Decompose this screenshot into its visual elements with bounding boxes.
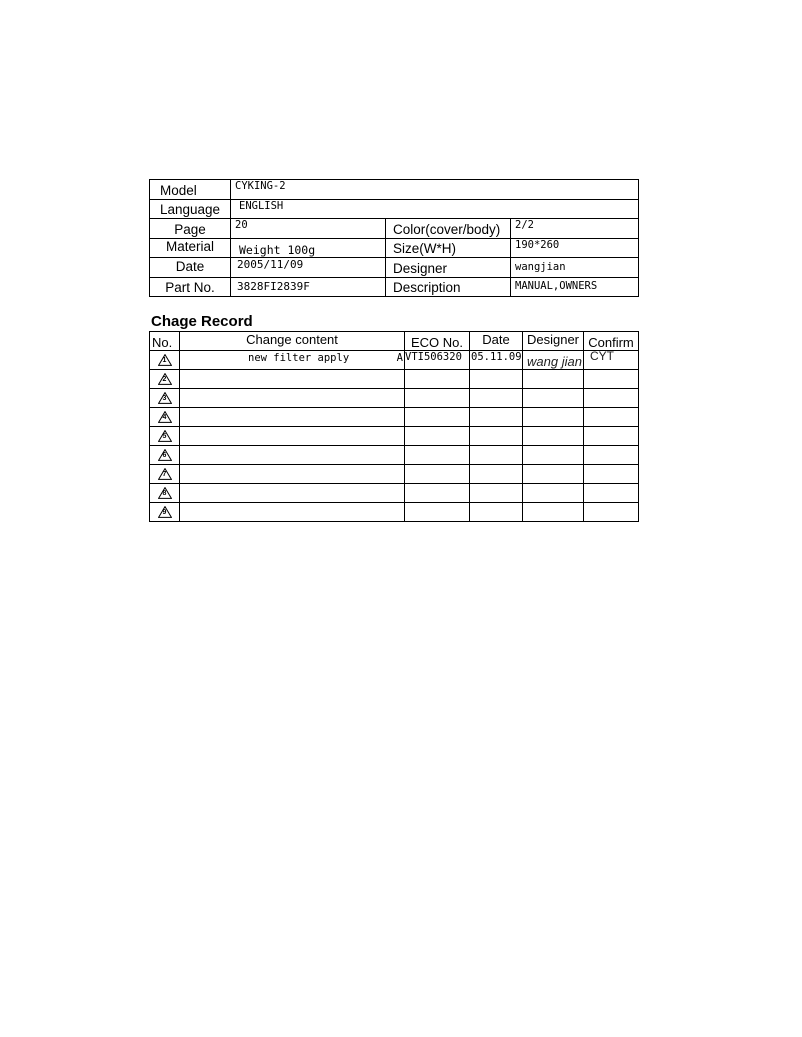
designer-signature bbox=[523, 446, 584, 465]
change-content-cell bbox=[180, 446, 405, 465]
header-designer: Designer bbox=[523, 332, 584, 351]
eco-number: VTI506320 bbox=[405, 351, 470, 370]
size-value: 190*260 bbox=[511, 238, 639, 258]
date-label: Date bbox=[150, 258, 231, 278]
row-number-cell bbox=[150, 446, 180, 465]
eco-number bbox=[405, 503, 470, 522]
partno-value: 3828FI2839F bbox=[231, 277, 386, 297]
row-number: 6 bbox=[162, 451, 167, 459]
color-label: Color(cover/body) bbox=[386, 219, 511, 239]
spec-row-language bbox=[150, 199, 639, 219]
row-number-cell bbox=[150, 484, 180, 503]
eco-number bbox=[405, 446, 470, 465]
change-date bbox=[470, 484, 523, 503]
spec-row-partno bbox=[150, 277, 639, 297]
triangle-revision-icon bbox=[158, 430, 172, 442]
header-date: Date bbox=[470, 332, 523, 351]
eco-number bbox=[405, 484, 470, 503]
designer-signature bbox=[523, 427, 584, 446]
page-value: 20 bbox=[231, 219, 386, 239]
description-value: MANUAL,OWNERS bbox=[511, 277, 639, 297]
table-row bbox=[150, 389, 639, 408]
change-date bbox=[470, 427, 523, 446]
table-row bbox=[150, 484, 639, 503]
change-content-cell bbox=[180, 427, 405, 446]
row-number: 3 bbox=[162, 394, 167, 402]
change-content-cell bbox=[180, 370, 405, 389]
change-content-cell bbox=[180, 351, 405, 370]
eco-prefix: A bbox=[396, 352, 403, 364]
triangle-revision-icon bbox=[158, 506, 172, 518]
language-value: ENGLISH bbox=[231, 199, 639, 219]
triangle-revision-icon bbox=[158, 354, 172, 366]
spec-table bbox=[149, 179, 639, 297]
spec-row-material bbox=[150, 238, 639, 258]
eco-number bbox=[405, 389, 470, 408]
designer-signature bbox=[523, 484, 584, 503]
material-value: Weight 100g bbox=[231, 238, 386, 258]
table-row bbox=[150, 503, 639, 522]
change-date bbox=[470, 465, 523, 484]
header-eco: ECO No. bbox=[405, 332, 470, 351]
change-date: 05.11.09 bbox=[470, 351, 523, 370]
model-value: CYKING-2 bbox=[231, 180, 639, 200]
row-number-cell bbox=[150, 427, 180, 446]
spec-row-date bbox=[150, 258, 639, 278]
partno-label: Part No. bbox=[150, 277, 231, 297]
date-value: 2005/11/09 bbox=[231, 258, 386, 278]
row-number: 2 bbox=[162, 375, 167, 383]
designer-signature bbox=[523, 408, 584, 427]
table-row bbox=[150, 370, 639, 389]
description-label: Description bbox=[386, 277, 511, 297]
spec-row-model bbox=[150, 180, 639, 200]
designer-signature bbox=[523, 370, 584, 389]
header-content: Change content bbox=[180, 332, 405, 351]
change-record-title: Chage Record bbox=[151, 313, 253, 330]
change-date bbox=[470, 389, 523, 408]
change-content-cell bbox=[180, 465, 405, 484]
row-number-cell bbox=[150, 408, 180, 427]
eco-number bbox=[405, 427, 470, 446]
designer-signature bbox=[523, 389, 584, 408]
confirm-signature bbox=[584, 389, 639, 408]
size-label: Size(W*H) bbox=[386, 238, 511, 258]
page-label: Page bbox=[150, 219, 231, 239]
confirm-signature bbox=[584, 446, 639, 465]
table-row bbox=[150, 351, 639, 370]
change-record-body bbox=[150, 351, 639, 522]
row-number: 8 bbox=[162, 489, 167, 497]
eco-number bbox=[405, 408, 470, 427]
designer-signature: wang jian bbox=[523, 351, 584, 370]
header-no: No. bbox=[150, 332, 180, 351]
change-record-header-row bbox=[150, 332, 639, 351]
table-row bbox=[150, 408, 639, 427]
eco-number bbox=[405, 465, 470, 484]
eco-number bbox=[405, 370, 470, 389]
table-row bbox=[150, 446, 639, 465]
spec-row-page bbox=[150, 219, 639, 239]
header-confirm: Confirm bbox=[584, 332, 639, 351]
row-number-cell bbox=[150, 370, 180, 389]
confirm-signature bbox=[584, 465, 639, 484]
model-label: Model bbox=[150, 180, 231, 200]
designer-signature bbox=[523, 503, 584, 522]
row-number-cell bbox=[150, 351, 180, 370]
table-row bbox=[150, 427, 639, 446]
color-value: 2/2 bbox=[511, 219, 639, 239]
triangle-revision-icon bbox=[158, 392, 172, 404]
row-number: 9 bbox=[162, 508, 167, 516]
change-date bbox=[470, 446, 523, 465]
change-record-table bbox=[149, 331, 639, 522]
change-content-cell bbox=[180, 389, 405, 408]
row-number-cell bbox=[150, 465, 180, 484]
language-label: Language bbox=[150, 199, 231, 219]
row-number: 7 bbox=[162, 470, 167, 478]
row-number-cell bbox=[150, 503, 180, 522]
confirm-signature bbox=[584, 427, 639, 446]
triangle-revision-icon bbox=[158, 487, 172, 499]
confirm-signature bbox=[584, 408, 639, 427]
change-content-cell bbox=[180, 484, 405, 503]
row-number: 4 bbox=[162, 413, 167, 421]
change-date bbox=[470, 408, 523, 427]
change-content-cell bbox=[180, 503, 405, 522]
change-content-cell bbox=[180, 408, 405, 427]
row-number: 1 bbox=[162, 356, 167, 364]
designer-label: Designer bbox=[386, 258, 511, 278]
confirm-signature bbox=[584, 484, 639, 503]
change-content: new filter apply bbox=[248, 352, 350, 364]
triangle-revision-icon bbox=[158, 449, 172, 461]
designer-signature bbox=[523, 465, 584, 484]
confirm-signature bbox=[584, 370, 639, 389]
triangle-revision-icon bbox=[158, 411, 172, 423]
confirm-signature bbox=[584, 503, 639, 522]
triangle-revision-icon bbox=[158, 468, 172, 480]
row-number-cell bbox=[150, 389, 180, 408]
table-row bbox=[150, 465, 639, 484]
confirm-signature: CYT bbox=[584, 351, 639, 370]
material-label: Material bbox=[150, 238, 231, 258]
change-date bbox=[470, 503, 523, 522]
designer-value: wangjian bbox=[511, 258, 639, 278]
change-date bbox=[470, 370, 523, 389]
row-number: 5 bbox=[162, 432, 167, 440]
triangle-revision-icon bbox=[158, 373, 172, 385]
